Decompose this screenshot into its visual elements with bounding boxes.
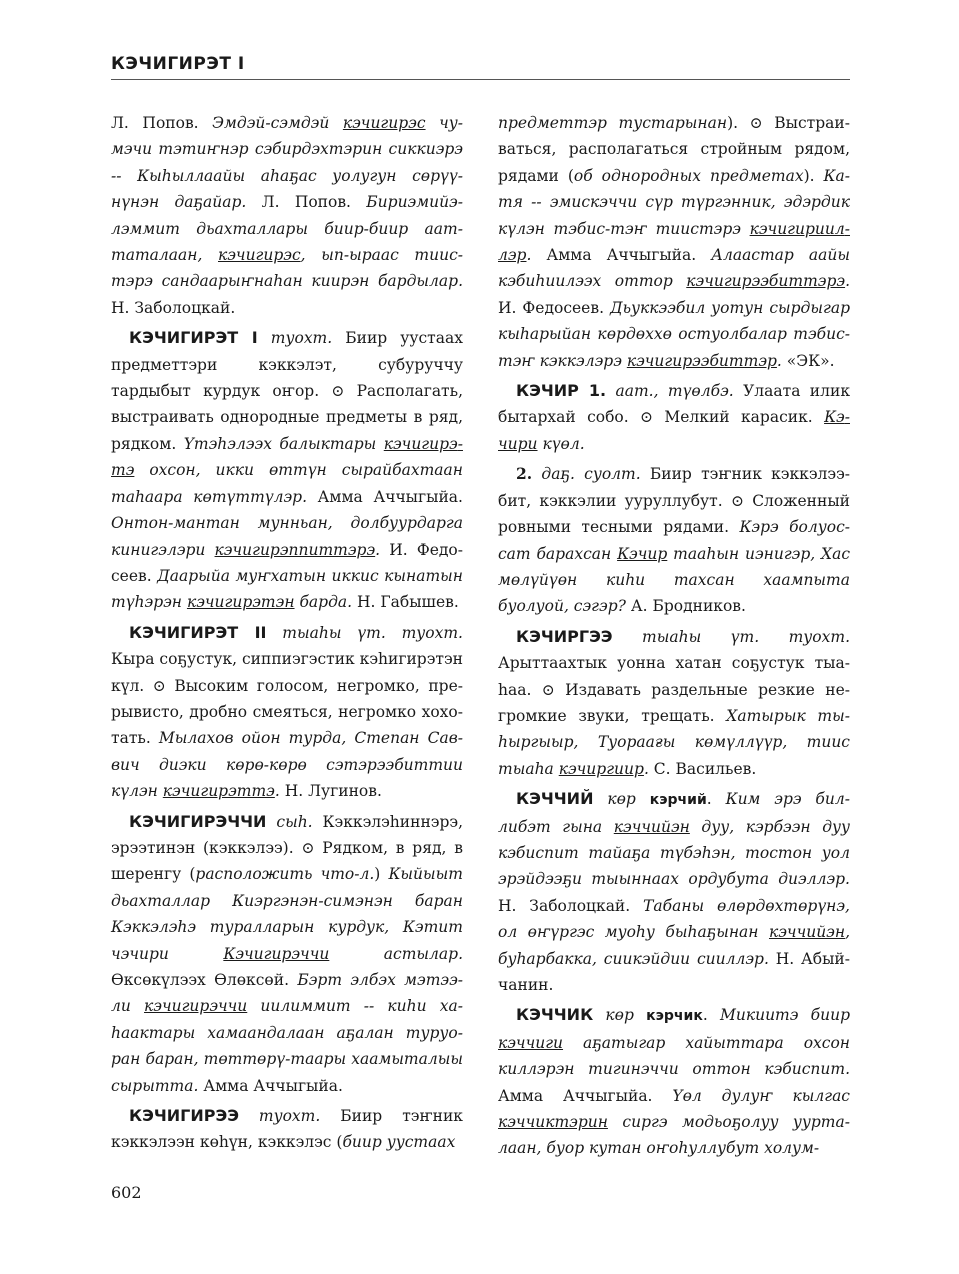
text-run: И. Федосеев. — [498, 298, 610, 317]
entry-continuation — [111, 110, 463, 321]
text-run: Кыра соҕустук, сиппиэгэстик кэһигирэтэн күл. ⊙ Высоким голосом, негромко, прерывисто, дробно смеяться, негромко хохотать. — [111, 650, 463, 748]
header-rule — [111, 79, 850, 80]
dictionary-entry — [111, 325, 463, 615]
italic-text: . — [526, 246, 532, 265]
example-keyword: Кэчир — [617, 544, 668, 563]
example-keyword: кэчигирэс — [342, 114, 426, 132]
text-run: Амма Аччыгыйа. — [531, 246, 712, 265]
text-run: Биир тэҥник кэккэлээбит, кэккэлии ууруллубут. ⊙ Сложенный ровными тесными рядами. — [498, 465, 851, 537]
page-number: 602 — [111, 1183, 142, 1202]
italic-text: туохт. — [238, 1107, 321, 1126]
italic-text: , ып-ыраас тиистэрэ сандаарыҥнаһан киирэн бардылар. — [111, 246, 463, 291]
example-keyword: кэчигирээбиттэр — [626, 351, 777, 370]
sense-number: 2. — [516, 464, 533, 484]
italic-text: аат., түөлбэ. — [606, 382, 734, 401]
text-run: А. Бродников. — [625, 597, 746, 616]
headword: КЭЧИГИРЭТ I — [129, 328, 258, 348]
text-run: ). — [803, 166, 824, 185]
italic-text: , буһарбакка, сиикэйдии сииллэр. — [498, 923, 850, 968]
text-run: Амма Аччыгыйа. — [307, 487, 463, 506]
italic-text: астылар. — [329, 944, 463, 963]
example-keyword: Кэчигирэччи — [223, 944, 330, 963]
text-run: Амма Аччыгыйа. — [498, 1086, 673, 1105]
text-run: Л. Попов. — [246, 193, 367, 212]
dictionary-entry — [498, 786, 850, 998]
italic-text: Дьуккээбил уотун сырдыгар кыһарыйан көрдөххө остуолбалар тэбис-тэҥ кэккэлэрэ — [498, 298, 850, 370]
text-run: . — [706, 790, 726, 809]
cross-reference: кэрчий — [649, 792, 707, 809]
text-run: Н. Заболоцкай. — [498, 896, 644, 915]
headword: КЭЧЧИК — [516, 1005, 594, 1025]
dictionary-entry — [111, 809, 463, 1099]
dictionary-entry — [111, 1103, 463, 1156]
text-run: Биир тэҥник кэккэлээн көһүн, кэккэлэс ( — [111, 1107, 463, 1152]
dictionary-entry — [498, 461, 850, 619]
text-run: Өксөкүлээх Өлөксөй. — [111, 971, 298, 989]
text-run: Арыттаахтык уонна хатан соҕустук тыаһаа. ⊙ Издавать раздельные резкие негромкие звуки, трещать. — [498, 654, 850, 725]
text-run: Н. Габышев. — [352, 593, 459, 612]
italic-text: иилиммит -- киһи хаһаактары хамаандалаан аҕалан туруоран баран, төттөрү-таары хаамыталыы сырытта. — [111, 997, 463, 1095]
italic-text: даҕ. суолт. — [532, 465, 641, 484]
example-keyword: кэччийэн — [613, 817, 690, 836]
italic-text: расположить что-л. — [195, 865, 375, 884]
text-run: Н. Абыйчанин. — [498, 949, 850, 994]
italic-text: предметтэр тустарынан — [498, 114, 728, 132]
example-keyword: кэчигирээбиттэрэ — [686, 272, 846, 291]
headword: КЭЧИГИРЭЧЧИ — [129, 811, 267, 831]
italic-text: . — [643, 759, 649, 778]
example-keyword: кэчигирэтэн — [186, 593, 295, 612]
dictionary-entry — [111, 620, 463, 805]
example-keyword: кэччийэн — [768, 923, 846, 942]
italic-text: Мылахов ойон турда, Степан Саввич диэки көрө-көрө сэтэрээбиттии күлэн — [111, 729, 464, 801]
italic-text: Алаастар аайы кэбиһиилээх оттор — [498, 246, 850, 291]
italic-text: Үтэһэлээх балыктары — [183, 434, 384, 453]
text-run: ) — [374, 865, 389, 884]
text-run: И. Федосеев. — [111, 540, 463, 585]
text-run: ). ⊙ Выстраиваться, располагаться стройным рядом, рядами ( — [498, 114, 850, 185]
italic-text: Даарыйа муҥхатын иккис кынатын түһэрэн — [111, 566, 464, 612]
italic-text: дуу, кэрбээн дуу кэбиспит тайаҕа түбэһэн, тостон уол эрэйдээҕи тыыннаах ордубута диэллэр. — [498, 817, 851, 889]
headword: КЭЧИР 1. — [516, 381, 607, 401]
italic-text: Эмдэй-сэмдэй — [212, 114, 343, 132]
right-column — [498, 110, 850, 1166]
text-run: Улаата илик бытархай собо. ⊙ Мелкий карасик. — [498, 382, 851, 427]
text-run: . — [702, 1006, 720, 1025]
headword: КЭЧЧИЙ — [516, 789, 594, 809]
italic-text: күөл. — [537, 434, 585, 453]
italic-text: аҕатыгар хайыттара охсон киллэрэн тигинэччи оттон кэбиспит. — [498, 1033, 850, 1079]
italic-text: Катя -- эмискэччи сүр түргэнник, эдэрдик күлэн тэбис-тэҥ тиистэрэ — [498, 166, 850, 238]
italic-text: көр — [593, 790, 650, 809]
dictionary-entry — [498, 378, 850, 457]
italic-text: Хатырык тыһыргыыр, Туораағы көмүллүүр, тиис тыаһа — [498, 706, 850, 778]
italic-text: көр — [593, 1006, 647, 1025]
italic-text: Онтон-мантан мунньан, долбуурдарга кинигэлэри — [111, 514, 463, 559]
italic-text: барда. — [294, 593, 353, 612]
text-run: Л. Попов. — [111, 114, 213, 132]
italic-text: Үөл дулуҥ кылгас — [672, 1086, 850, 1105]
text-run: Н. Заболоцкай. — [111, 298, 236, 317]
example-keyword: Кэчири — [498, 408, 850, 453]
italic-text: Бириэмийэлэммит дьахталлары биир-биир ааттаталаан, — [111, 193, 463, 265]
italic-text: тыаһы үт. туохт. — [266, 623, 463, 642]
running-head: КЭЧИГИРЭТ I — [111, 54, 245, 74]
dictionary-entry — [498, 624, 850, 782]
italic-text: биир уустаах — [342, 1133, 456, 1152]
example-keyword: кэчигирэтэ — [111, 434, 463, 480]
italic-text: Табаны өлөрдөхтөрүнэ, ол өҥүргэс муоһу быһаҕынан — [498, 896, 850, 942]
entry-continuation — [498, 110, 850, 374]
example-keyword: кэчигирэттэ — [162, 782, 275, 801]
text-run: Амма Аччыгыйа. — [198, 1076, 343, 1095]
example-keyword: кэчигирэппиттэрэ — [214, 540, 376, 559]
italic-text: сыһ. — [266, 812, 313, 831]
italic-text: . — [776, 351, 782, 370]
italic-text: тааһын иэнигэр, Хас мөлүйүөн киһи тахсан хаампыта буолуой, сэгэр? — [498, 544, 851, 616]
headword: КЭЧИГИРЭЭ — [129, 1106, 239, 1126]
headword: КЭЧИРГЭЭ — [516, 626, 613, 646]
italic-text: Кыйыыт дьахталлар Киэргэнэн-симэнэн баран Кэккэлэһэ туралларын курдук, Кэтит чэчири — [111, 865, 463, 963]
cross-reference: кэрчик — [646, 1008, 703, 1025]
italic-text: . — [375, 540, 381, 559]
italic-text: тыаһы үт. туохт. — [612, 627, 850, 646]
headword: КЭЧИГИРЭТ II — [129, 622, 267, 642]
example-keyword: кэчиргиир — [558, 759, 644, 778]
text-run: «ЭК». — [781, 351, 835, 370]
italic-text: охсон, икки өттүн сырайбахтаан таһаара көтүттүлэр. — [111, 461, 463, 506]
example-keyword: кэччиги — [498, 1033, 564, 1052]
text-run: Н. Лугинов. — [279, 782, 382, 801]
italic-text: об однородных предметах — [573, 166, 804, 185]
left-column — [111, 110, 463, 1160]
italic-text: Кэрэ болуоссат барахсан — [498, 518, 851, 563]
dictionary-entry — [498, 1002, 850, 1161]
italic-text: Ким эрэ биллибэт гына — [498, 790, 850, 836]
example-keyword: кэчигирэччи — [144, 997, 248, 1016]
example-keyword: кэчигирииллэр — [498, 219, 850, 265]
text-run: С. Васильев. — [648, 759, 757, 778]
italic-text: . — [845, 272, 850, 291]
example-keyword: кэчигирэс — [218, 246, 301, 265]
text-run: Кэккэлэһиннэрэ, эрээтинэн (кэккэлээ). ⊙ Рядком, в ряд, в шеренгу ( — [111, 812, 463, 884]
italic-text: Микиитэ биир — [719, 1006, 850, 1025]
italic-text: Бэрт элбэх мэтээли — [111, 971, 463, 1016]
italic-text: туохт. — [257, 329, 333, 348]
italic-text: сиргэ модьоҕолуу уурталаан, буор кутан оҥоһуллубут холум- — [498, 1113, 850, 1158]
text-run: Биир уустаах предметтэри кэккэлэт, субуруччу тардыбыт курдук оҥор. ⊙ Располагать, выстраивать однородные предметы в ряд, рядком. — [111, 329, 463, 453]
italic-text: чумэчи тэтиҥнэр сэбирдэхтэрин сиккиэрэ -- Кыһыллаайы аһаҕас уолугун сөрүүнүнэн даҕайар. — [111, 114, 463, 212]
example-keyword: кэччиктэрин — [498, 1113, 608, 1132]
italic-text: . — [274, 782, 280, 801]
